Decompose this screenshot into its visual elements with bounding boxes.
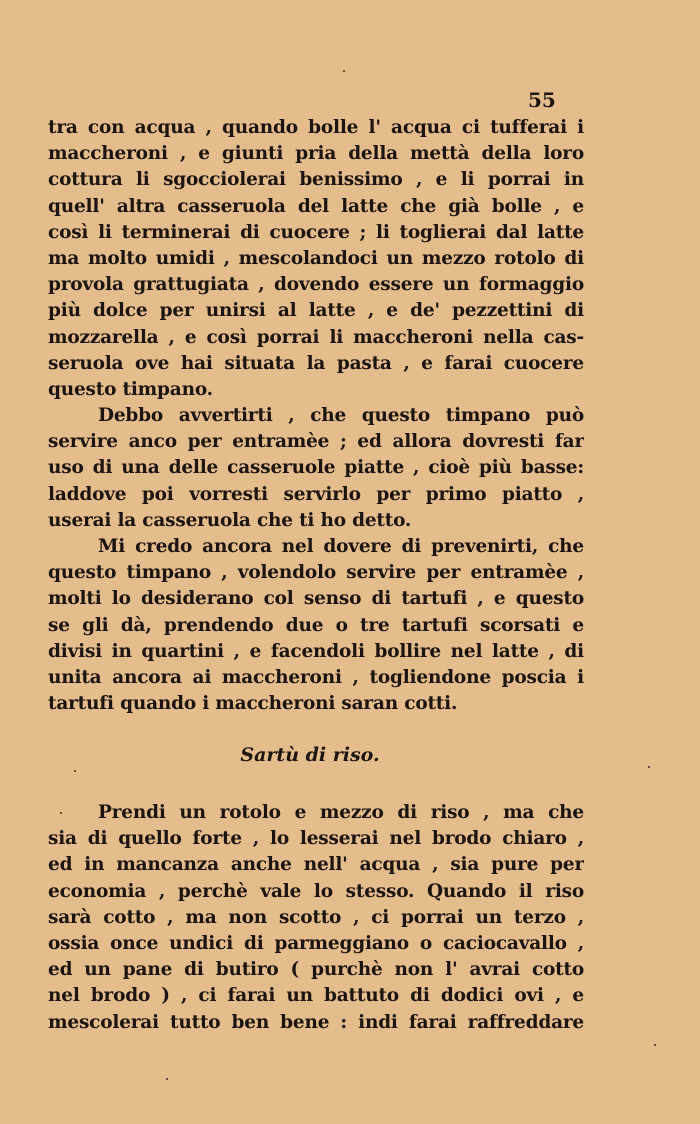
text-line: più dolce per unirsi al latte , e de' pezzettini di <box>48 300 584 322</box>
text-block-bottom <box>48 800 584 1036</box>
text-line: questo timpano. <box>48 378 213 400</box>
text-line: così li terminerai di cuocere ; li toglierai dal latte <box>48 221 584 243</box>
text-line: Prendi un rotolo e mezzo di riso , ma che <box>98 802 584 823</box>
text-line: nel brodo ) , ci farai un battuto di dodici ovi , e <box>48 985 584 1007</box>
text-line: ma molto umidi , mescolandoci un mezzo rotolo di <box>48 247 584 269</box>
text-line: molti lo desiderano col senso di tartufi , e questo <box>48 588 584 610</box>
text-line: Debbo avvertirti , che questo timpano può <box>98 405 584 427</box>
text-line: unita ancora ai maccheroni , togliendone poscia i <box>48 666 584 688</box>
text-line: quell' altra casseruola del latte che già bolle , e <box>48 195 584 217</box>
text-line: seruola ove hai situata la pasta , e farai cuocere <box>48 352 584 374</box>
paper-speck <box>654 1044 656 1046</box>
text-line: servire anco per entramèe ; ed allora dovresti far <box>48 431 584 453</box>
text-line: se gli dà, prendendo due o tre tartufi scorsati e <box>48 614 584 636</box>
text-line: sia di quello forte , lo lesserai nel brodo chiaro , <box>48 828 584 850</box>
section-heading: Sartù di riso. <box>240 744 380 766</box>
text-line: ed un pane di butiro ( purchè non l' avrai cotto <box>48 959 584 981</box>
text-line: userai la casseruola che ti ho detto. <box>48 509 412 531</box>
text-line: provola grattugiata , dovendo essere un formaggio <box>48 274 584 296</box>
text-line: questo timpano , volendolo servire per entramèe , <box>48 562 584 584</box>
text-line: uso di una delle casseruole piatte , cioè più basse: <box>48 457 584 479</box>
text-line: tra con acqua , quando bolle l' acqua ci tufferai i <box>48 117 584 138</box>
text-line: ossia once undici di parmeggiano o caciocavallo , <box>48 932 584 954</box>
page-number: 55 <box>528 88 556 112</box>
text-line: mescolerai tutto ben bene : indi farai raffreddare <box>48 1011 584 1033</box>
text-line: laddove poi vorresti servirlo per primo piatto , <box>48 483 584 505</box>
text-line: ed in mancanza anche nell' acqua , sia pure per <box>48 854 584 876</box>
paper-speck <box>60 812 62 814</box>
text-line: economia , perchè vale lo stesso. Quando il riso <box>48 880 584 902</box>
text-line: divisi in quartini , e facendoli bollire nel latte , di <box>48 640 584 662</box>
text-block-top <box>48 115 584 717</box>
text-line: sarà cotto , ma non scotto , ci porrai un terzo , <box>48 906 584 928</box>
text-line: tartufi quando i maccheroni saran cotti. <box>48 693 458 715</box>
paper-speck <box>648 766 650 768</box>
text-line: Mi credo ancora nel dovere di prevenirti, che <box>98 536 584 557</box>
paper-speck <box>74 770 76 772</box>
text-line: maccheroni , e giunti pria della mettà della loro <box>48 143 584 165</box>
paper-speck <box>343 70 345 72</box>
text-line: cottura li sgocciolerai benissimo , e li porrai in <box>48 169 584 191</box>
paper-speck <box>166 1078 168 1080</box>
text-line: mozzarella , e così porrai li maccheroni nella cas- <box>48 326 584 348</box>
